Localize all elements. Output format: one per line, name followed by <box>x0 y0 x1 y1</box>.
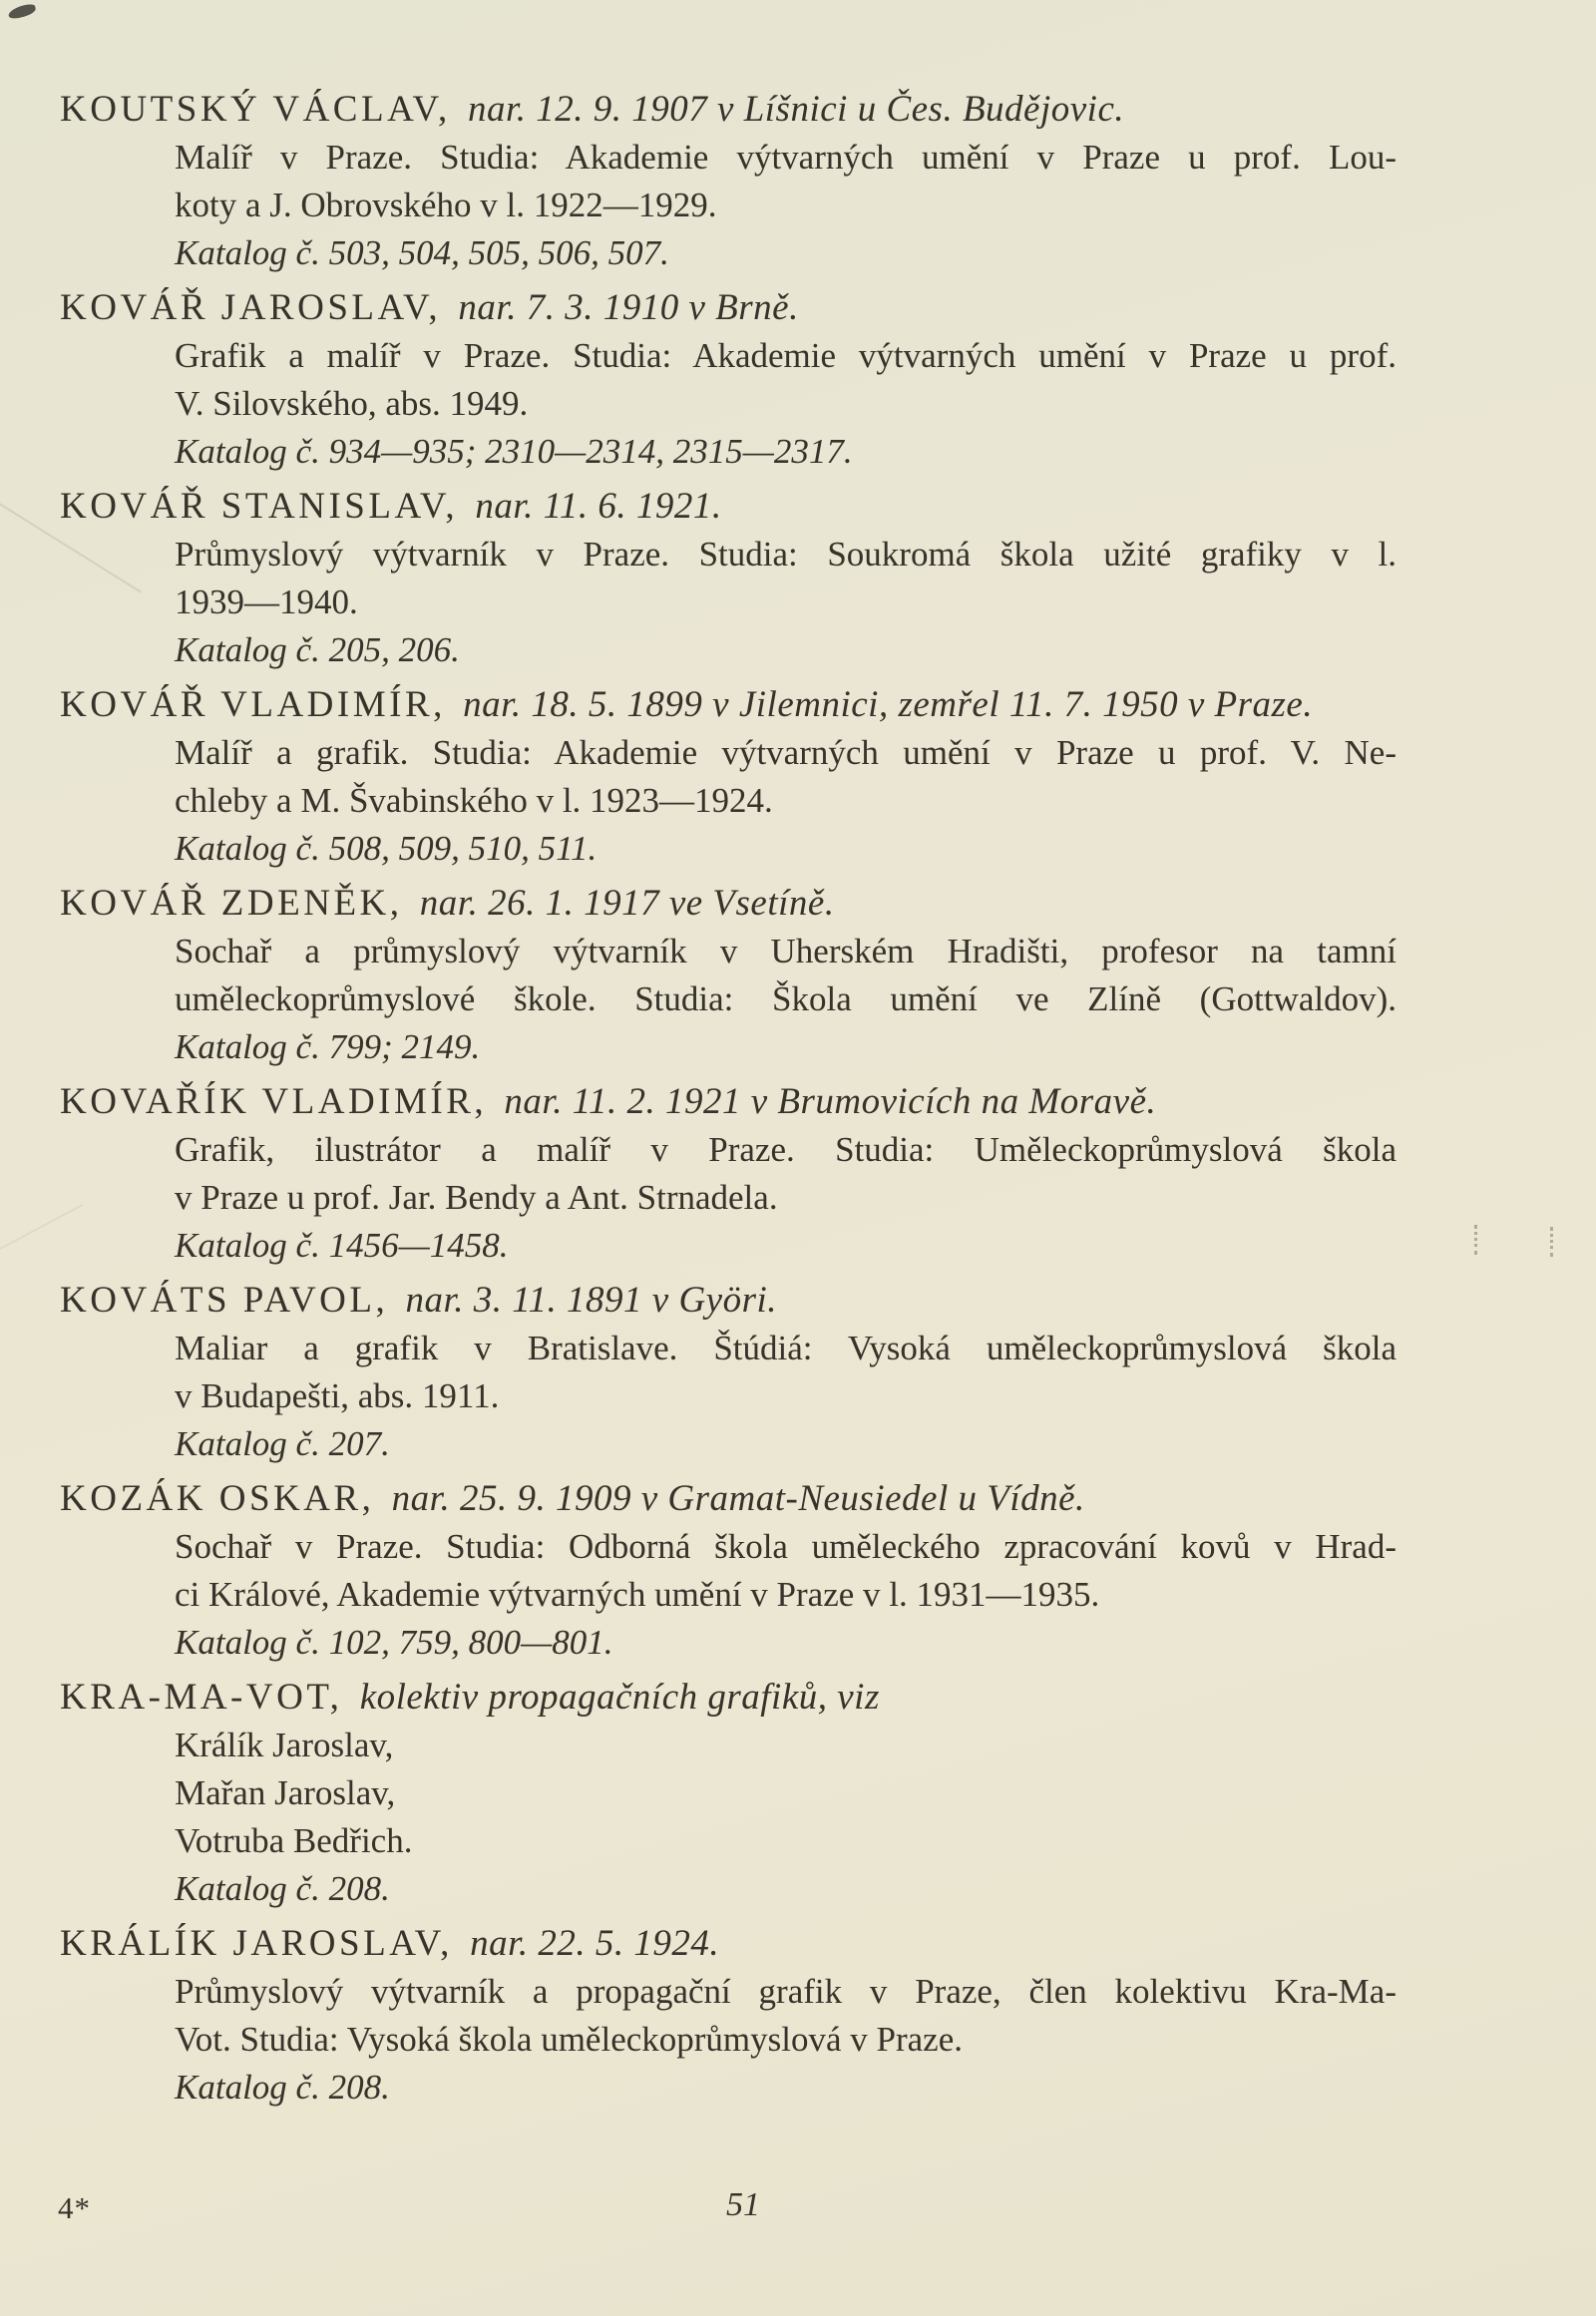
entry-body-line: chleby a M. Švabinského v l. 1923—1924. <box>175 781 773 820</box>
signature-mark: 4* <box>58 2190 91 2225</box>
catalog-reference: Katalog č. 934—935; 2310—2314, 2315—2317. <box>175 432 853 471</box>
artist-birth-info: nar. 22. 5. 1924. <box>470 1923 720 1964</box>
member-name: Votruba Bedřich. <box>175 1821 413 1860</box>
entry-body-line: Maliar a grafik v Bratislave. Štúdiá: Vysoká uměleckoprůmyslová škola <box>175 1329 1396 1367</box>
entry-kovar-zdenek <box>60 880 1396 1071</box>
artist-birth-info: nar. 7. 3. 1910 v Brně. <box>458 287 799 328</box>
entry-body-line: Vot. Studia: Vysoká škola uměleckoprůmyslová v Praze. <box>175 2020 963 2059</box>
stray-pencil-mark <box>1474 1225 1481 1255</box>
catalog-reference: Katalog č. 205, 206. <box>175 630 460 669</box>
catalog-reference: Katalog č. 208. <box>175 2068 390 2107</box>
catalog-reference: Katalog č. 503, 504, 505, 506, 507. <box>175 233 669 272</box>
page-number: 51 <box>726 2186 760 2223</box>
catalog-reference: Katalog č. 799; 2149. <box>175 1027 481 1066</box>
artist-name: KOVÁŘ ZDENĚK, <box>60 883 403 924</box>
artist-name: KOZÁK OSKAR, <box>60 1478 375 1519</box>
entry-body-line: Průmyslový výtvarník a propagační grafik v Praze, člen kolektivu Kra-Ma- <box>175 1972 1396 2011</box>
entry-body-line: Grafik a malíř v Praze. Studia: Akademie výtvarných umění v Praze u prof. <box>175 336 1396 375</box>
entry-body-line: v Praze u prof. Jar. Bendy a Ant. Strnadela. <box>175 1178 778 1217</box>
artist-birth-info: nar. 11. 2. 1921 v Brumovicích na Moravě. <box>504 1081 1157 1122</box>
artist-birth-info: nar. 12. 9. 1907 v Líšnici u Čes. Budějovic. <box>467 89 1125 130</box>
catalog-reference: Katalog č. 102, 759, 800—801. <box>175 1623 613 1662</box>
collective-description: kolektiv propagačních grafiků, viz <box>359 1677 880 1718</box>
entry-body-line: v Budapešti, abs. 1911. <box>175 1376 500 1415</box>
artist-birth-info: nar. 25. 9. 1909 v Gramat-Neusiedel u Vídně. <box>391 1478 1085 1519</box>
artist-name: KOVÁŘ JAROSLAV, <box>60 287 442 328</box>
entry-header <box>60 1920 1396 1968</box>
entry-body-line: uměleckoprůmyslové škole. Studia: Škola umění ve Zlíně (Gottwaldov). <box>175 979 1396 1018</box>
collective-name: KRA-MA-VOT, <box>60 1677 343 1718</box>
entry-header <box>60 284 1396 332</box>
catalog-reference: Katalog č. 1456—1458. <box>175 1226 509 1265</box>
artist-birth-info: nar. 3. 11. 1891 v Györi. <box>405 1280 778 1321</box>
artist-name: KOVAŘÍK VLADIMÍR, <box>60 1081 488 1122</box>
catalog-reference: Katalog č. 508, 509, 510, 511. <box>175 829 598 868</box>
entry-header <box>60 1277 1396 1325</box>
member-name: Králík Jaroslav, <box>175 1726 394 1764</box>
member-name: Mařan Jaroslav, <box>175 1773 396 1812</box>
entry-header <box>60 1674 1396 1722</box>
entry-body-line: Malíř v Praze. Studia: Akademie výtvarných umění v Praze u prof. Lou- <box>175 138 1396 177</box>
artist-name: KOVÁŘ STANISLAV, <box>60 486 459 527</box>
entry-kralik-jaroslav <box>60 1920 1396 2112</box>
entry-body-line: Sochař v Praze. Studia: Odborná škola uměleckého zpracování kovů v Hrad- <box>175 1527 1396 1566</box>
entry-body-line: 1939—1940. <box>175 582 358 621</box>
entry-kovar-vladimir <box>60 681 1396 873</box>
entry-kovarik-vladimir <box>60 1078 1396 1270</box>
entry-header <box>60 86 1396 134</box>
ink-blot-mark <box>7 3 37 20</box>
entry-kovar-jaroslav <box>60 284 1396 476</box>
artist-birth-info: nar. 26. 1. 1917 ve Vsetíně. <box>419 883 835 924</box>
entry-kovar-stanislav <box>60 483 1396 674</box>
catalog-reference: Katalog č. 207. <box>175 1424 390 1463</box>
entry-header <box>60 1475 1396 1523</box>
text-block <box>60 86 1396 2119</box>
entry-body-line: Sochař a průmyslový výtvarník v Uherském Hradišti, profesor na tamní <box>175 932 1396 970</box>
entry-header <box>60 880 1396 928</box>
entry-body-line: koty a J. Obrovského v l. 1922—1929. <box>175 186 717 224</box>
entry-header <box>60 483 1396 531</box>
artist-name: KOVÁŘ VLADIMÍR, <box>60 684 446 725</box>
entry-body-line: ci Králové, Akademie výtvarných umění v Praze v l. 1931—1935. <box>175 1575 1100 1614</box>
artist-name: KRÁLÍK JAROSLAV, <box>60 1923 453 1964</box>
artist-birth-info: nar. 11. 6. 1921. <box>475 486 722 527</box>
catalog-reference: Katalog č. 208. <box>175 1869 390 1908</box>
entry-body-line: V. Silovského, abs. 1949. <box>175 384 529 423</box>
entry-body-line: Grafik, ilustrátor a malíř v Praze. Studia: Uměleckoprůmyslová škola <box>175 1130 1396 1169</box>
entry-koutsky-vaclav <box>60 86 1396 277</box>
entry-kovats-pavol <box>60 1277 1396 1468</box>
entry-kozak-oskar <box>60 1475 1396 1667</box>
entry-kra-ma-vot <box>60 1674 1396 1913</box>
artist-birth-info: nar. 18. 5. 1899 v Jilemnici, zemřel 11. 7. 1950 v Praze. <box>463 684 1314 725</box>
entry-body-line: Malíř a grafik. Studia: Akademie výtvarných umění v Praze u prof. V. Ne- <box>175 733 1396 772</box>
artist-name: KOVÁTS PAVOL, <box>60 1280 389 1321</box>
entry-header <box>60 1078 1396 1126</box>
artist-name: KOUTSKÝ VÁCLAV, <box>60 89 451 130</box>
entry-header <box>60 681 1396 729</box>
stray-pencil-mark <box>1550 1227 1557 1257</box>
entry-body-line: Průmyslový výtvarník v Praze. Studia: Soukromá škola užité grafiky v l. <box>175 535 1396 574</box>
